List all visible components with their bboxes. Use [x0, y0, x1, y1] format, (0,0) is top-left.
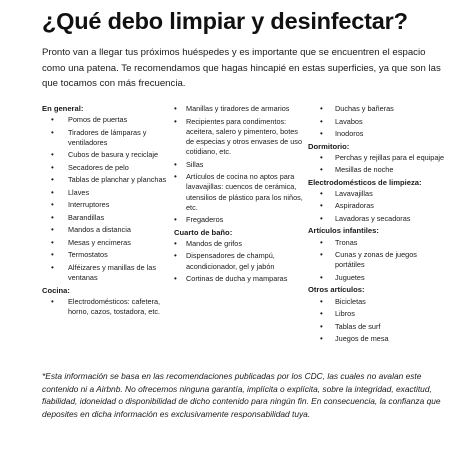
list-item: • Artículos de cocina no aptos para lavavajillas: cuencos de cerámica, utensilios de plástico para los niños, etc. [174, 172, 306, 213]
list-item: • Pomos de puertas [42, 115, 172, 125]
section-heading-appliances: Electrodomésticos de limpieza: [308, 177, 422, 187]
children-list [308, 238, 446, 283]
list-item: • Tronas [308, 238, 446, 248]
checklist-columns [42, 104, 445, 364]
section-heading-other: Otros artículos: [308, 285, 365, 295]
list-item: • Tablas de surf [308, 322, 446, 332]
section-heading-general: En general: [42, 104, 84, 113]
list-item: • Bicicletas [308, 297, 446, 307]
list-item: • Inodoros [308, 129, 446, 139]
list-item: • Dispensadores de champú, acondicionador, gel y jabón [174, 251, 306, 271]
list-item: • Mesillas de noche [308, 165, 446, 175]
general-list [42, 115, 172, 283]
list-item: • Electrodomésticos: cafetera, horno, cazos, tostadora, etc. [42, 297, 172, 317]
list-item: • Interruptores [42, 200, 172, 210]
list-item: • Llaves [42, 188, 172, 198]
list-item: • Cortinas de ducha y mamparas [174, 274, 306, 284]
list-item: • Termostatos [42, 250, 172, 260]
kitchen-list [42, 297, 172, 317]
list-item: • Tiradores de lámparas y ventiladores [42, 128, 172, 148]
column-3 [308, 104, 446, 347]
page-title: ¿Qué debo limpiar y desinfectar? [42, 8, 408, 34]
list-item: • Aspiradoras [308, 201, 446, 211]
kitchen-continued-list [174, 104, 306, 225]
list-item: • Fregaderos [174, 215, 306, 225]
section-heading-kitchen: Cocina: [42, 285, 70, 295]
list-item: • Perchas y rejillas para el equipaje [308, 153, 446, 163]
list-item: • Libros [308, 309, 446, 319]
list-item: • Duchas y bañeras [308, 104, 446, 114]
list-item: • Mandos a distancia [42, 225, 172, 235]
list-item: • Sillas [174, 160, 306, 170]
list-item: • Lavabos [308, 117, 446, 127]
disclaimer-text: *Esta información se basa en las recomendaciones publicadas por los CDC, las cuales no avalan este contenido ni a Airbnb. No ofrecemos ninguna garantía, implícita o explícita, sobre la integridad, exactitud, fiabilidad, idoneidad o disponibilidad de dicho contenido para ningún fin. En consecuencia, la confianza que deposites en dicha información es exclusivamente responsabilidad tuya. [42, 371, 441, 419]
column-1 [42, 104, 172, 320]
other-list [308, 297, 446, 345]
section-heading-children: Artículos infantiles: [308, 226, 379, 236]
intro-paragraph: Pronto van a llegar tus próximos huéspedes y es importante que se encuentren el espacio como una patena. Te recomendamos que hagas hincapié en estas superficies, ya que son las que tocamos con más frecuencia. [42, 47, 441, 89]
bedroom-list [308, 153, 446, 176]
list-item: • Manillas y tiradores de armarios [174, 104, 306, 114]
list-item: • Lavadoras y secadoras [308, 214, 446, 224]
list-item: • Recipientes para condimentos: aceitera, salero y pimentero, botes de especias y otros envases de uso cotidiano, etc. [174, 117, 306, 158]
list-item: • Secadores de pelo [42, 163, 172, 173]
list-item: • Mesas y encimeras [42, 238, 172, 248]
list-item: • Juegos de mesa [308, 334, 446, 344]
bathroom-continued-list [308, 104, 446, 139]
list-item: • Cubos de basura y reciclaje [42, 150, 172, 160]
list-item: • Lavavajillas [308, 189, 446, 199]
section-heading-bathroom: Cuarto de baño: [174, 227, 233, 237]
list-item: • Mandos de grifos [174, 239, 306, 249]
section-heading-bedroom: Dormitorio: [308, 141, 350, 151]
list-item: • Juguetes [308, 273, 446, 283]
appliances-list [308, 189, 446, 224]
bathroom-list [174, 239, 306, 284]
list-item: • Barandillas [42, 213, 172, 223]
list-item: • Alféizares y manillas de las ventanas [42, 263, 172, 283]
list-item: • Tablas de planchar y planchas [42, 175, 172, 185]
list-item: • Cunas y zonas de juegos portátiles [308, 250, 446, 270]
column-2 [174, 104, 306, 287]
